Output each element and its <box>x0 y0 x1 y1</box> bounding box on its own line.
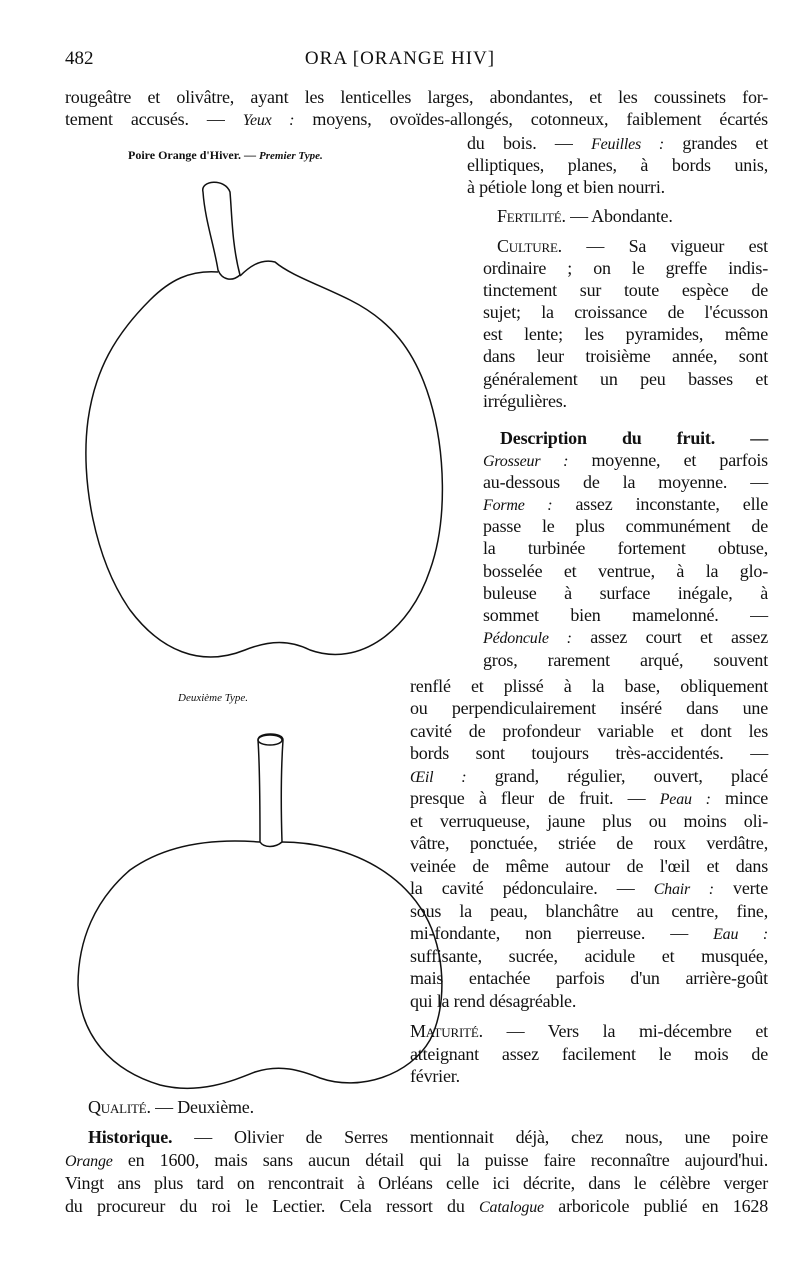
text-line <box>410 877 768 901</box>
pear-body-1 <box>86 261 443 657</box>
text-run: assez court et assez <box>571 627 768 647</box>
text-line <box>65 1149 768 1173</box>
italic-term: Œil : <box>410 769 467 786</box>
text-run: — Deuxième. <box>150 1097 254 1117</box>
text-run: grandes et <box>664 133 768 153</box>
text-run: tement accusés. — <box>65 109 243 129</box>
text-line <box>497 235 768 257</box>
text-run: du procureur du roi le Lectier. Cela ressort du <box>65 1196 480 1216</box>
caption-type: Premier Type. <box>259 150 323 162</box>
section-heading: Description du fruit. <box>500 428 716 448</box>
text-run: mince <box>710 788 768 808</box>
text-run: février. <box>410 1066 460 1086</box>
text-run: ou perpendiculairement inséré dans une <box>410 698 768 718</box>
text-run: est lente; les pyramides, même <box>483 324 768 344</box>
text-run: la turbinée fortement obtuse, <box>483 538 768 558</box>
text-run: à pétiole long et bien nourri. <box>467 177 665 197</box>
text-run: dans leur troisième année, sont <box>483 346 768 366</box>
text-run: moyens, ovoïdes-allongés, cotonneux, faiblement écartés <box>294 109 768 129</box>
text-line <box>483 301 768 323</box>
text-run: sous la peau, blanchâtre au centre, fine, <box>410 901 768 921</box>
text-line <box>88 1096 388 1118</box>
text-line <box>410 1065 768 1087</box>
text-run: arboricole publié en 1628 <box>543 1196 768 1216</box>
text-run: veinée de même autour de l'œil et dans <box>410 856 768 876</box>
italic-term: Pédoncule : <box>483 630 572 647</box>
text-line <box>410 945 768 967</box>
section-heading: Qualité. <box>88 1097 151 1117</box>
text-run: mi-fondante, non pierreuse. — <box>410 923 714 943</box>
italic-term: Chair : <box>653 881 714 898</box>
caption-text: Poire Orange d'Hiver. — <box>128 148 256 162</box>
text-run: renflé et plissé à la base, obliquement <box>410 676 768 696</box>
text-line <box>410 720 768 742</box>
text-run: passe le plus communément de <box>483 516 768 536</box>
text-line <box>483 493 768 517</box>
text-run: tinctement sur toute espèce de <box>483 280 768 300</box>
italic-term: Peau : <box>659 791 711 808</box>
text-run: bords sont toujours très-accidentés. — <box>410 743 768 763</box>
text-run: atteignant assez facilement le mois de <box>410 1044 768 1064</box>
text-line <box>483 257 768 279</box>
text-line <box>65 1172 768 1194</box>
text-line <box>410 787 768 811</box>
stem-tip <box>258 735 282 745</box>
text-line <box>483 582 768 604</box>
pear-stem-2 <box>258 734 283 847</box>
pear-body-2 <box>78 841 442 1088</box>
text-line <box>483 345 768 367</box>
text-line <box>483 323 768 345</box>
text-run: suffisante, sucrée, acidule et musquée, <box>410 946 768 966</box>
text-run: ordinaire ; on le greffe indis- <box>483 258 768 278</box>
text-run: vâtre, ponctuée, striée de roux verdâtre, <box>410 833 768 853</box>
text-line <box>483 626 768 650</box>
italic-term: Grosseur : <box>483 453 569 470</box>
figure-caption-2: Deuxième Type. <box>178 692 249 704</box>
text-line <box>483 449 768 473</box>
section-heading: Maturité. <box>410 1021 483 1041</box>
text-line <box>65 86 768 108</box>
text-run: du bois. — <box>467 133 592 153</box>
text-line <box>410 675 768 697</box>
text-run: qui la rend désagréable. <box>410 991 577 1011</box>
italic-term: Yeux : <box>242 112 295 129</box>
text-run: Vingt ans plus tard on rencontrait à Orléans celle ici décrite, dans le célèbre verger <box>65 1173 768 1193</box>
text-run: buleuse à surface inégale, à <box>483 583 768 603</box>
running-title: ORA [ORANGE HIV] <box>304 48 496 69</box>
text-line <box>410 900 768 922</box>
italic-term: Orange <box>65 1153 113 1170</box>
text-line <box>410 742 768 764</box>
text-line <box>410 697 768 719</box>
text-run: cavité de profondeur variable et dont les <box>410 721 768 741</box>
text-run: mais entachée parfois d'un arrière-goût <box>410 968 768 988</box>
text-run: la cavité pédonculaire. — <box>410 878 654 898</box>
text-line <box>483 368 768 390</box>
text-line <box>410 922 768 946</box>
text-line <box>410 832 768 854</box>
italic-term: Eau : <box>713 926 769 943</box>
text-line <box>483 537 768 559</box>
text-line <box>497 205 768 227</box>
pear-stem-1 <box>203 182 240 279</box>
text-line <box>467 132 768 156</box>
text-line <box>483 604 768 626</box>
text-line <box>410 1020 768 1042</box>
text-line <box>410 1043 768 1065</box>
text-line <box>483 515 768 537</box>
text-run: gros, rarement arqué, souvent <box>483 650 768 670</box>
text-line <box>483 279 768 301</box>
text-line <box>467 154 768 176</box>
text-line <box>410 990 768 1012</box>
text-run: elliptiques, planes, à bords unis, <box>467 155 768 175</box>
text-line <box>410 765 768 789</box>
italic-term: Forme : <box>483 497 553 514</box>
text-run: et verruqueuse, jaune plus ou moins oli- <box>410 811 768 831</box>
section-heading: Historique. <box>88 1127 173 1147</box>
text-line <box>500 427 768 449</box>
text-line <box>483 649 768 671</box>
text-run: au-dessous de la moyenne. — <box>483 472 768 492</box>
text-line <box>483 560 768 582</box>
text-run: sommet bien mamelonné. — <box>483 605 768 625</box>
text-run: grand, régulier, ouvert, placé <box>466 766 768 786</box>
text-run: presque à fleur de fruit. — <box>410 788 660 808</box>
text-run: verte <box>713 878 769 898</box>
text-run: en 1600, mais sans aucun détail qui la puisse faire reconnaître aujourd'hui. <box>112 1150 768 1170</box>
text-line <box>65 108 768 132</box>
italic-term: Feuilles : <box>591 136 665 153</box>
text-line <box>410 855 768 877</box>
text-run: — Abondante. <box>565 206 673 226</box>
section-heading: Culture. <box>497 236 562 256</box>
text-run: irrégulières. <box>483 391 567 411</box>
text-line <box>483 471 768 493</box>
section-heading: Fertilité. <box>497 206 566 226</box>
text-run: rougeâtre et olivâtre, ayant les lenticelles larges, abondantes, et les coussinets for- <box>65 87 768 107</box>
text-run: moyenne, et parfois <box>568 450 768 470</box>
text-run: — Vers la mi-décembre et <box>482 1021 768 1041</box>
text-line <box>410 810 768 832</box>
text-line <box>410 967 768 989</box>
page-number: 482 <box>65 48 94 69</box>
text-run: bosselée et ventrue, à la glo- <box>483 561 768 581</box>
text-run: — Olivier de Serres mentionnait déjà, chez nous, une poire <box>172 1127 768 1147</box>
text-line <box>65 1195 768 1219</box>
text-run: assez inconstante, elle <box>552 494 768 514</box>
text-run: — Sa vigueur est <box>561 236 768 256</box>
text-line <box>483 390 768 412</box>
text-run: sujet; la croissance de l'écusson <box>483 302 768 322</box>
pear-figure-2 <box>78 734 442 1088</box>
text-line <box>467 176 768 198</box>
text-line <box>88 1126 768 1148</box>
pear-figure-1 <box>86 182 443 657</box>
text-run: généralement un peu basses et <box>483 369 768 389</box>
section-heading: — <box>715 428 768 448</box>
italic-term: Catalogue <box>479 1199 544 1216</box>
